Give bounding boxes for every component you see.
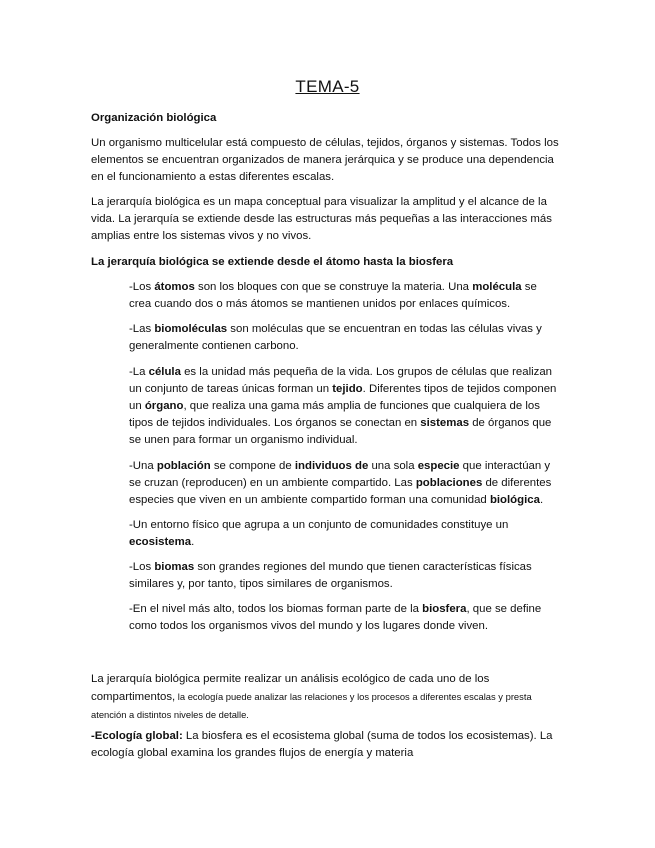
list-item-atomos [129, 279, 557, 313]
text: -Las [129, 323, 155, 335]
text: se compone de [210, 460, 295, 472]
section-heading-jerarquia [91, 254, 565, 271]
text: son grandes regiones del mundo que tienen características físicas similares y, por tanto, tipos similares de organismos. [129, 561, 532, 590]
list-item-celula [129, 364, 557, 449]
text: , que se define como todos los organismos vivos del mundo y los lugares donde viven. [129, 603, 542, 632]
text: . Diferentes tipos de tejidos componen un [129, 383, 557, 412]
text: una sola [368, 460, 418, 472]
list-item-biomas [129, 559, 557, 593]
bold-term: célula [148, 366, 181, 378]
section-heading-organizacion [91, 110, 565, 127]
text: . [539, 494, 544, 506]
text: son los bloques con que se construye la materia. Una [194, 281, 473, 293]
bold-term: poblaciones [415, 477, 483, 489]
text: de órganos que se unen para formar un organismo individual. [129, 417, 552, 446]
heading-text: Organización biológica [91, 112, 217, 124]
bold-term: ecosistema [129, 536, 192, 548]
text: , que realiza una gama más amplia de funciones que cualquiera de los tipos de tejidos individuales. Los órganos se conectan en [129, 400, 540, 429]
bold-term: órgano [144, 400, 184, 412]
text: -Los [129, 561, 155, 573]
bold-term: molécula [472, 281, 522, 293]
text: de diferentes especies que viven en un ambiente compartido forman una comunidad [129, 477, 552, 506]
text: -Una [129, 460, 157, 472]
heading-text: La jerarquía biológica se extiende desde el átomo hasta la biosfera [91, 256, 454, 268]
page-title: TEMA-5 [295, 77, 360, 96]
bold-term: -Ecología global: [91, 730, 183, 742]
bold-term: biomas [154, 561, 195, 573]
text: que interactúan y se cruzan (reproducen) en un ambiente compartido. Las [129, 460, 551, 489]
list-item-ecosistema [129, 517, 557, 551]
paragraph-analisis [91, 671, 565, 724]
bold-term: biológica [489, 494, 540, 506]
text: -En el nivel más alto, todos los biomas forman parte de la [129, 603, 423, 615]
small-text: la ecología puede analizar las relaciones y los procesos a diferentes escalas y presta atención a distintos niveles de detalle. [91, 691, 532, 720]
list-item-poblacion [129, 458, 557, 509]
list-item-biosfera [129, 601, 557, 635]
bold-term: biomoléculas [154, 323, 228, 335]
bold-term: átomos [154, 281, 195, 293]
text: La biosfera es el ecosistema global (suma de todos los ecosistemas). La ecología global examina los grandes flujos de energía y materia [91, 730, 553, 759]
text: La jerarquía biológica permite realizar un análisis ecológico de cada uno de los compartimentos, [91, 673, 490, 703]
text: son moléculas que se encuentran en todas las células vivas y generalmente contienen carbono. [129, 323, 542, 352]
text: es la unidad más pequeña de la vida. Los grupos de células que realizan un conjunto de tareas únicas forman un [129, 366, 553, 395]
text: se crea cuando dos o más átomos se mantienen unidos por enlaces químicos. [129, 281, 537, 310]
paragraph-jerarquia: La jerarquía biológica es un mapa conceptual para visualizar la amplitud y el alcance de la vida. La jerarquía se extiende desde las estructuras más pequeñas a las interacciones más amplias entre los sistemas vivos y no vivos. [91, 196, 552, 242]
paragraph-organismo: Un organismo multicelular está compuesto de células, tejidos, órganos y sistemas. Todos los elementos se encuentran organizados de manera jerárquica y se produce una dependencia en el funcionamiento a estas diferentes escalas. [91, 137, 559, 183]
text: -Un entorno físico que agrupa a un conjunto de comunidades constituye un [129, 519, 509, 531]
bold-term: individuos de [294, 460, 369, 472]
bold-term: sistemas [420, 417, 470, 429]
bold-term: tejido [332, 383, 363, 395]
text: -La [129, 366, 149, 378]
text: . [191, 536, 195, 548]
bold-term: población [156, 460, 211, 472]
bold-term: biosfera [422, 603, 467, 615]
bold-term: especie [417, 460, 460, 472]
list-item-biomoleculas [129, 321, 557, 355]
text: -Los [129, 281, 155, 293]
paragraph-ecologia-global [91, 728, 565, 762]
